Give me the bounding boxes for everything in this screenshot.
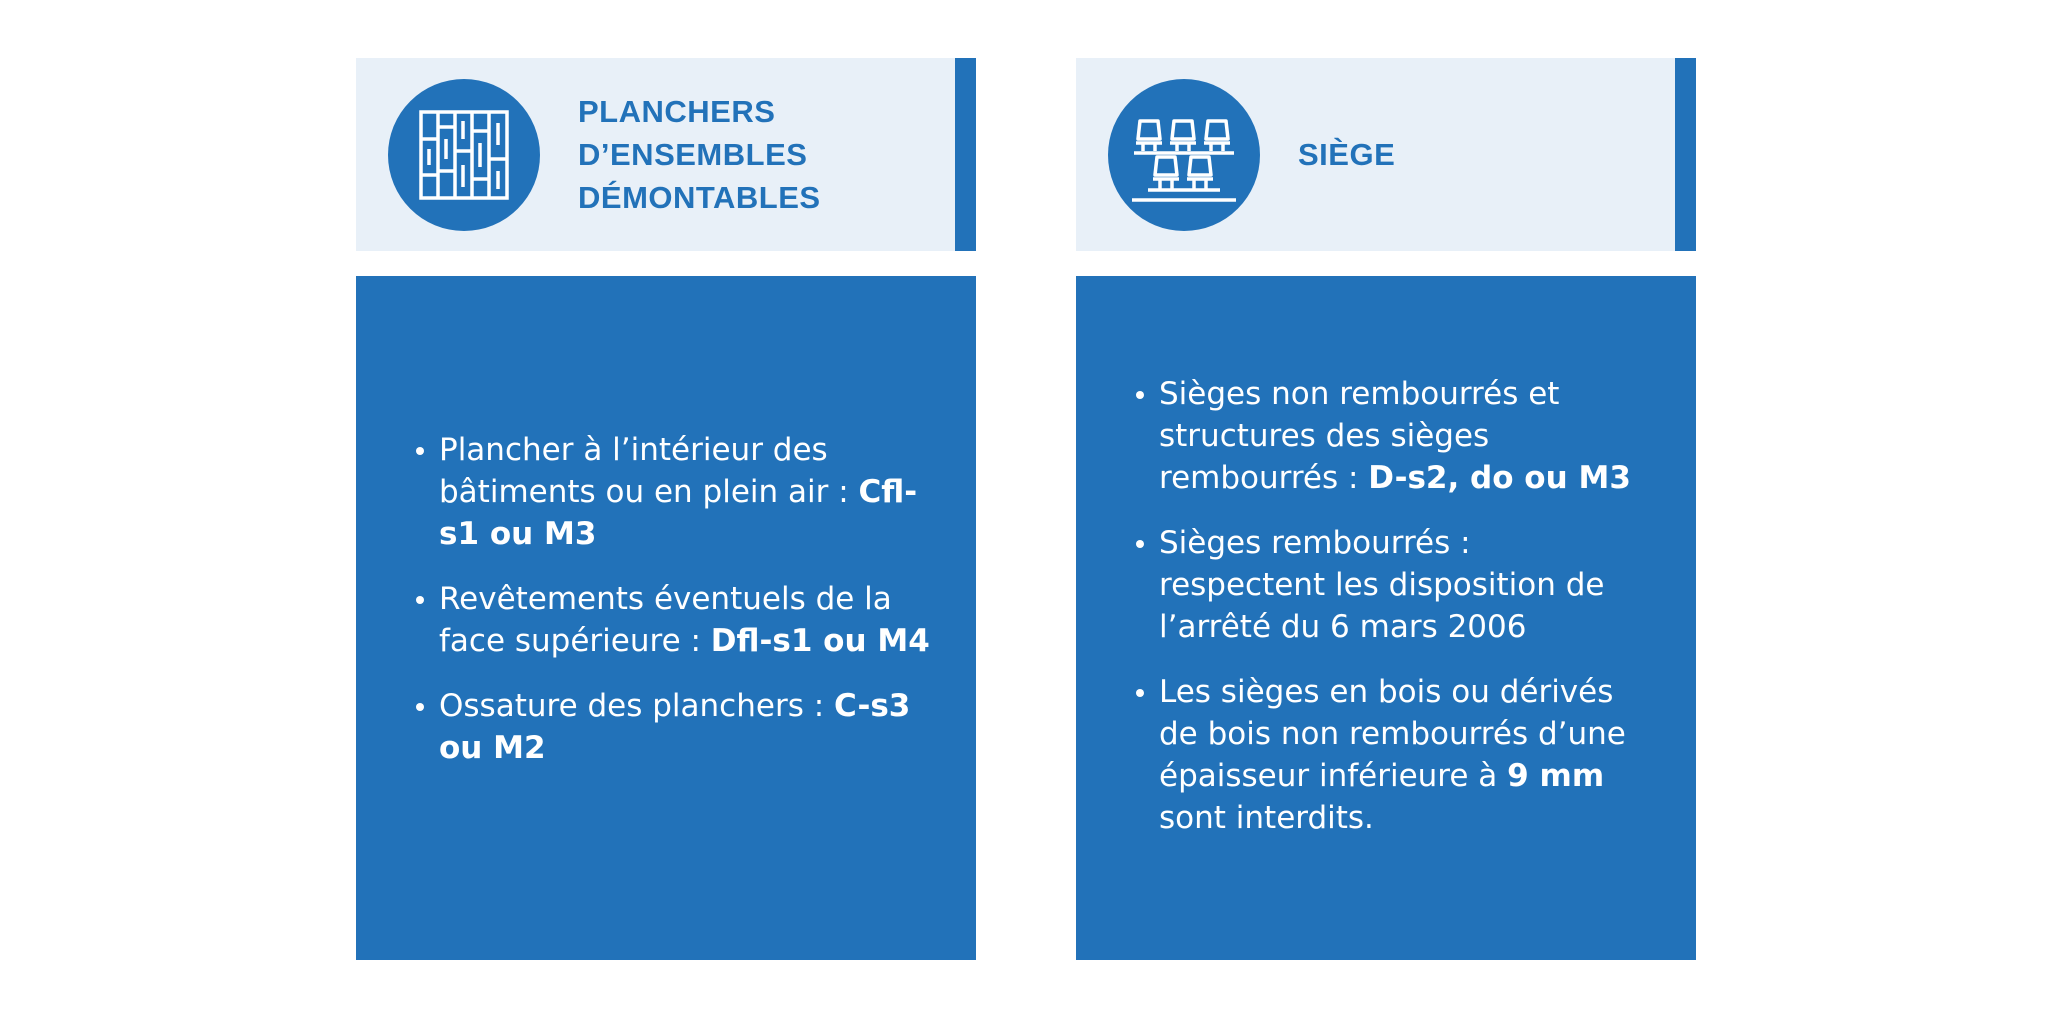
rules-list: [1134, 373, 1634, 862]
floors-card-body: [356, 276, 976, 960]
seats-card-body: [1076, 276, 1696, 960]
card-title: PLANCHERS D’ENSEMBLES DÉMONTABLES: [578, 94, 821, 215]
accent-stripe: [1675, 58, 1696, 251]
seats-icon: [1108, 79, 1260, 231]
list-item: Sièges rembourrés : respectent les disposition de l’arrêté du 6 mars 2006: [1134, 522, 1634, 648]
list-item: Plancher à l’intérieur des bâtiments ou en plein air : Cfl-s1 ou M3: [414, 429, 934, 555]
rules-list: [414, 429, 934, 792]
list-item: Revêtements éventuels de la face supérieure : Dfl-s1 ou M4: [414, 578, 934, 662]
floor-planks-icon: [388, 79, 540, 231]
list-item: Ossature des planchers : C-s3 ou M2: [414, 685, 934, 769]
seats-card-header: [1076, 58, 1696, 251]
accent-stripe: [955, 58, 976, 251]
floors-card-header: [356, 58, 976, 251]
list-item: Sièges non rembourrés et structures des sièges rembourrés : D-s2, do ou M3: [1134, 373, 1634, 499]
card-title: SIÈGE: [1298, 137, 1396, 172]
list-item: Les sièges en bois ou dérivés de bois non rembourrés d’une épaisseur inférieure à 9 mm sont interdits.: [1134, 671, 1634, 839]
